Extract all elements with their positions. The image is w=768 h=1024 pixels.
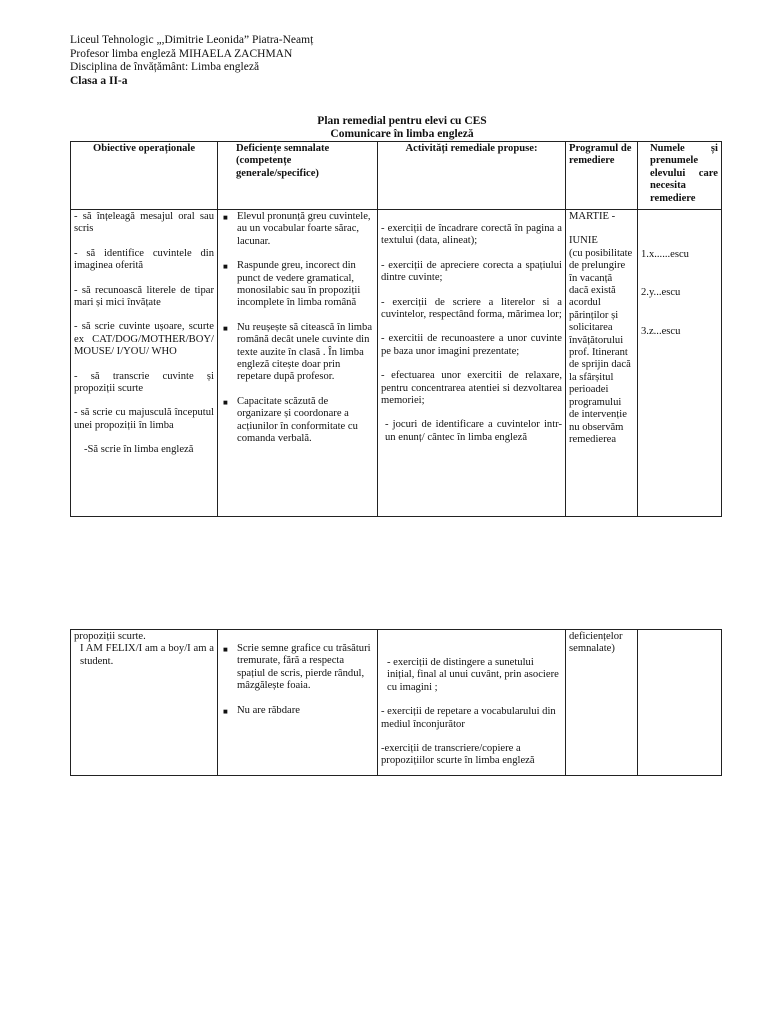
program-note: (cu posibilitate de prelungire în vacanță dacă există acordul părinților și solicitarea învățătorului prof. Itinerant de sprijin dacă la sfârșitul perioadei programului de intervenție nu observăm remedierea xyxy=(569,247,633,445)
objective-item: - să scrie cuvinte ușoare, scurte ex CAT/DOG/MOTHER/BOY/ MOUSE/ I/YOU/ WHO xyxy=(74,321,214,358)
remedial-plan-table-continued xyxy=(70,629,722,776)
student-name: 2.y...escu xyxy=(641,287,681,299)
objective-item: - să identifice cuvintele din imaginea oferită xyxy=(74,247,214,272)
deficiency-item xyxy=(221,396,374,446)
deficiencies-cell xyxy=(218,630,378,776)
class-line: Clasa a II-a xyxy=(70,74,128,87)
deficiency-text: Nu reușește să citească în limba română decât unele cuvinte din texte auzite în clasă . În limba engleză citește doar prin repetare după profesor. xyxy=(237,321,373,383)
names-cell xyxy=(638,630,722,776)
deficiency-text: Raspunde greu, incorect din punct de vedere gramatical, monosilabic sau în propoziții incomplete în limba română xyxy=(237,260,361,309)
deficiency-item xyxy=(221,322,374,384)
deficiency-item xyxy=(221,643,374,693)
header-names: Numele și prenumele elevului care necesita remediere xyxy=(638,142,722,210)
activities-cell xyxy=(378,630,566,776)
plan-title xyxy=(70,115,734,141)
table-row xyxy=(71,630,722,776)
activity-item: - jocuri de identificare a cuvintelor intr-un enunț/ cântec în limba engleză xyxy=(385,419,562,443)
objective-item: - să scrie cu majusculă începutul unei propoziții în limba xyxy=(74,407,214,431)
activity-item: - efectuarea unor exercitii de relaxare, pentru concentrarea atentiei si dezvoltarea memoriei; xyxy=(381,370,562,407)
deficiency-text: Elevul pronunță greu cuvintele, au un vocabular foarte sărac, lacunar. xyxy=(237,211,371,247)
objective-continued: propoziții scurte. xyxy=(74,631,146,642)
header-deficiencies: Deficiențe semnalate (competențe generale/specifice) xyxy=(218,142,378,210)
bullet-icon: ■ xyxy=(223,213,228,222)
activity-item: - exerciții de scriere a literelor si a cuvintelor, respectând forma, mărimea lor; xyxy=(381,296,562,321)
header-activities: Activități remediale propuse: xyxy=(378,142,566,210)
activity-item: - exercitii de recunoastere a unor cuvinte pe baza unor imagini prezentate; xyxy=(381,333,562,357)
header-objectives: Obiective operaționale xyxy=(71,142,218,210)
program-end: IUNIE xyxy=(569,235,598,247)
student-name: 1.x......escu xyxy=(641,249,689,260)
bullet-icon: ■ xyxy=(223,645,228,654)
deficiencies-cell xyxy=(218,210,378,517)
deficiency-item xyxy=(221,705,374,717)
document-header xyxy=(70,34,313,88)
bullet-icon: ■ xyxy=(223,397,228,407)
bullet-icon: ■ xyxy=(223,323,228,333)
student-name: 3.z...escu xyxy=(641,325,681,337)
activity-item: - exerciții de repetare a vocabularului din mediul înconjurător xyxy=(381,706,556,730)
school-name: Liceul Tehnologic „,Dimitrie Leonida” Piatra-Neamț xyxy=(70,34,314,46)
header-program: Programul de remediere xyxy=(566,142,638,210)
subject-line: Disciplina de învățământ: Limba engleză xyxy=(70,61,260,73)
plan-title-line1: Plan remedial pentru elevi cu CES xyxy=(317,115,487,127)
program-cell xyxy=(566,210,638,517)
objectives-cell xyxy=(71,210,218,517)
objectives-cell xyxy=(71,630,218,776)
deficiency-item xyxy=(221,260,374,310)
deficiency-item xyxy=(221,211,374,248)
program-cell xyxy=(566,630,638,776)
objective-item: -Să scrie în limba engleză xyxy=(84,444,194,456)
program-continued: deficiențelor semnalate) xyxy=(569,631,623,655)
plan-title-line2: Comunicare în limba engleză xyxy=(330,128,474,140)
table-row xyxy=(71,210,722,517)
teacher-name: Profesor limba engleză MIHAELA ZACHMAN xyxy=(70,47,293,60)
objective-item: - să înțeleagă mesajul oral sau scris xyxy=(74,211,214,235)
activities-cell xyxy=(378,210,566,517)
activity-item: -exerciții de transcriere/copiere a propozițiilor scurte în limba engleză xyxy=(381,743,535,767)
activity-item: - exerciții de distingere a sunetului inițial, final al unui cuvânt, prin asociere cu imagini ; xyxy=(387,657,559,693)
bullet-icon: ■ xyxy=(223,262,228,272)
activity-item: - exerciții de încadrare corectă în pagina a textului (data, alineat); xyxy=(381,223,562,247)
bullet-icon: ■ xyxy=(223,706,228,716)
names-cell xyxy=(638,210,722,517)
remedial-plan-table xyxy=(70,141,722,517)
objective-example: I AM FELIX/I am a boy/I am a student. xyxy=(80,643,214,667)
objective-item: - să transcrie cuvinte și propoziții scurte xyxy=(74,370,214,395)
deficiency-text: Nu are răbdare xyxy=(237,704,300,716)
table-header-row xyxy=(71,142,722,210)
deficiency-text: Scrie semne grafice cu trăsături tremurate, fără a respecta spațiul de scris, pierde rândul, mâzgălește foaia. xyxy=(237,643,371,692)
activity-item: - exerciții de apreciere corecta a spațiului dintre cuvinte; xyxy=(381,259,562,284)
program-start: MARTIE - xyxy=(569,211,616,222)
objective-item: - să recunoască literele de tipar mari și mici învățate xyxy=(74,284,214,309)
deficiency-text: Capacitate scăzută de organizare și coordonare a acțiunilor în conformitate cu comanda verbală. xyxy=(237,395,358,445)
